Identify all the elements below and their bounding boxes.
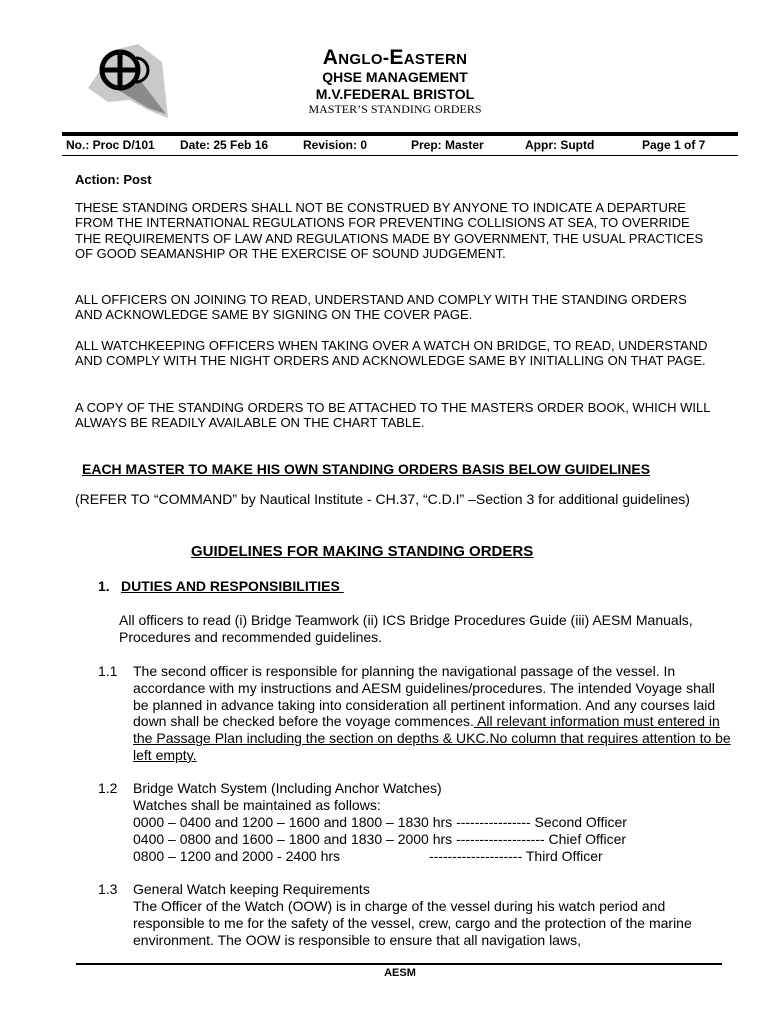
- section-1-intro: All officers to read (i) Bridge Teamwork (ii) ICS Bridge Procedures Guide (iii) AESM Manuals, Procedures and recommended guidelines.: [119, 612, 693, 645]
- paragraph-officers-joining: ALL OFFICERS ON JOINING TO READ, UNDERSTAND AND COMPLY WITH THE STANDING ORDERS AND ACKNOWLEDGE SAME BY SIGNING ON THE COVER PAGE.: [75, 292, 687, 323]
- department-name: QHSE MANAGEMENT: [322, 69, 468, 85]
- doc-date: Date: 25 Feb 16: [180, 138, 269, 152]
- footer-rule: [76, 963, 722, 965]
- watch-row-second-officer: 0000 – 0400 and 1200 – 1600 and 1800 – 1830 hrs ---------------- Second Officer: [133, 814, 627, 830]
- doc-prepared-by: Prep: Master: [411, 138, 484, 152]
- section-1-number: 1.: [98, 578, 110, 594]
- subsection-1-3-number: 1.3: [98, 881, 118, 897]
- subsection-1-2-number: 1.2: [98, 780, 118, 796]
- vessel-name: M.V.FEDERAL BRISTOL: [315, 86, 475, 102]
- subsection-1-1-number: 1.1: [98, 663, 118, 679]
- footer-text: AESM: [384, 967, 416, 979]
- company-name: ANGLO-EASTERN: [322, 46, 468, 69]
- watch-row-third-officer: -------------------- Third Officer: [429, 848, 603, 864]
- passage-plan-requirement: All relevant information must entered in the Passage Plan including the section on depths & UKC.No column that requires attention to be left empty.: [133, 713, 731, 763]
- paragraph-disclaimer: THESE STANDING ORDERS SHALL NOT BE CONSTRUED BY ANYONE TO INDICATE A DEPARTURE FROM THE INTERNATIONAL REGULATIONS FOR PREVENTING COLLISIONS AT SEA, TO OVERRIDE THE REQUIREMENTS OF LAW AND REGULATIONS MADE BY GOVERNMENT, THE USUAL PRACTICES OF GOOD SEAMANSHIP OR THE EXERCISE OF SOUND JUDGEMENT.: [75, 200, 704, 262]
- action-line: Action: Post: [75, 172, 152, 187]
- header-top-rule: [62, 132, 738, 136]
- header-bottom-rule: [62, 155, 738, 156]
- subsection-1-2-title: Bridge Watch System (Including Anchor Watches): [133, 780, 442, 796]
- watch-row-third-officer-hours: 0800 – 1200 and 2000 - 2400 hrs: [133, 848, 341, 864]
- company-logo: [78, 40, 170, 120]
- document-meta-bar: [62, 137, 738, 155]
- watch-row-chief-officer: 0400 – 0800 and 1600 – 1800 and 1830 – 2000 hrs ------------------- Chief Officer: [133, 831, 627, 847]
- heading-guidelines: GUIDELINES FOR MAKING STANDING ORDERS: [191, 543, 534, 560]
- page-number: Page 1 of 7: [642, 138, 706, 152]
- doc-revision: Revision: 0: [303, 138, 368, 152]
- subsection-1-3-text: The Officer of the Watch (OOW) is in charge of the vessel during his watch period and responsible to me for the safety of the vessel, crew, cargo and the protection of the marine environment. The OOW is responsible to ensure that all navigation laws,: [133, 898, 692, 948]
- subsection-1-3-title: General Watch keeping Requirements: [133, 881, 370, 897]
- doc-number: No.: Proc D/101: [66, 138, 155, 152]
- paragraph-copy: A COPY OF THE STANDING ORDERS TO BE ATTACHED TO THE MASTERS ORDER BOOK, WHICH WILL ALWAYS BE READILY AVAILABLE ON THE CHART TABLE.: [75, 400, 710, 431]
- subsection-1-1-text: The second officer is responsible for planning the navigational passage of the vessel. In accordance with my instructions and AESM guidelines/procedures. The intended Voyage shall be planned in advance taking into consideration all pertinent information. And any courses laid down shall be checked before the voyage commences. All relevant information must entered in the Passage Plan including the section on depths & UKC.No column that requires attention to be left empty.: [133, 663, 731, 763]
- document-title: MASTER’S STANDING ORDERS: [308, 102, 482, 116]
- paragraph-watchkeeping: ALL WATCHKEEPING OFFICERS WHEN TAKING OVER A WATCH ON BRIDGE, TO READ, UNDERSTAND AND COMPLY WITH THE NIGHT ORDERS AND ACKNOWLEDGE SAME BY INITIALLING ON THAT PAGE.: [75, 338, 708, 369]
- doc-approved-by: Appr: Suptd: [525, 138, 595, 152]
- watch-intro: Watches shall be maintained as follows:: [133, 797, 381, 813]
- section-1-title: DUTIES AND RESPONSIBILITIES: [121, 578, 344, 594]
- heading-master-guidelines: EACH MASTER TO MAKE HIS OWN STANDING ORDERS BASIS BELOW GUIDELINES: [82, 461, 651, 477]
- reference-note: (REFER TO “COMMAND” by Nautical Institute - CH.37, “C.D.I” –Section 3 for additional guidelines): [75, 491, 690, 507]
